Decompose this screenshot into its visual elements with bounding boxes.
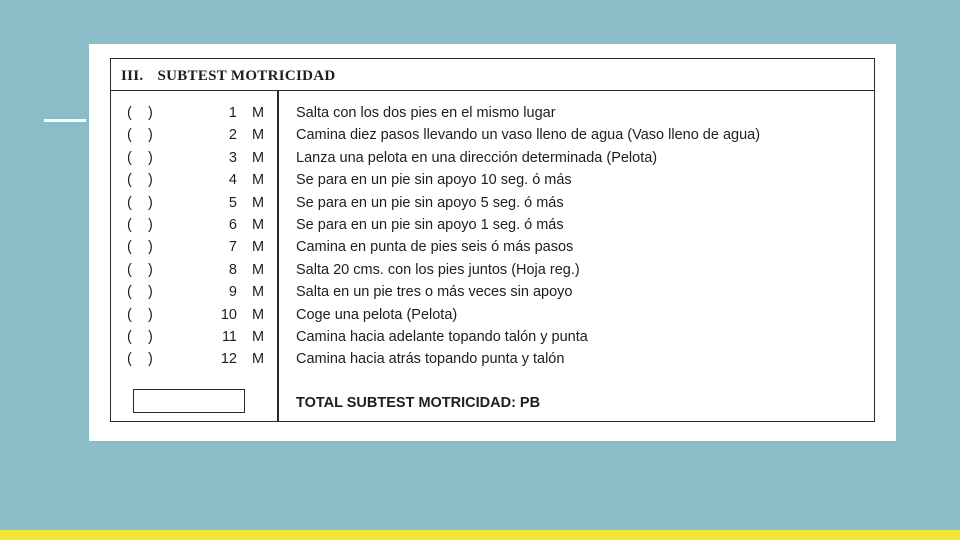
- item-code: M: [252, 127, 265, 144]
- item-number: 12: [220, 351, 237, 368]
- checkbox-paren-open: (: [127, 127, 132, 144]
- item-number: 6: [228, 217, 237, 233]
- checkbox-paren-close: ): [148, 284, 153, 301]
- checkbox-paren-open: (: [127, 149, 132, 166]
- item-number: 3: [228, 149, 237, 166]
- item-number: 5: [228, 194, 237, 211]
- item-code: M: [252, 261, 265, 278]
- list-item: [111, 217, 874, 239]
- item-code: M: [252, 194, 265, 211]
- checkbox-paren-close: ): [148, 261, 153, 278]
- item-description: Camina diez pasos llevando un vaso lleno de agua (Vaso lleno de agua): [296, 127, 761, 144]
- item-code: M: [252, 306, 265, 323]
- item-description: Salta 20 cms. con los pies juntos (Hoja reg.): [296, 261, 580, 278]
- section-title: SUBTEST MOTRICIDAD: [157, 68, 336, 84]
- section-number: III.: [121, 68, 144, 84]
- list-item: [111, 284, 874, 306]
- checkbox-paren-close: ): [148, 239, 153, 256]
- item-code: M: [252, 217, 265, 233]
- item-code: M: [252, 172, 265, 189]
- checkbox-paren-close: ): [148, 127, 153, 144]
- item-description: Se para en un pie sin apoyo 1 seg. ó más: [296, 217, 564, 233]
- item-description: Camina hacia adelante topando talón y punta: [296, 329, 588, 345]
- list-item: [111, 150, 874, 172]
- bottom-accent-bar: [0, 530, 960, 540]
- checkbox-paren-open: (: [127, 284, 132, 301]
- checkbox-paren-close: ): [148, 172, 153, 189]
- checkbox-paren-close: ): [148, 149, 153, 166]
- total-score-box: [133, 389, 245, 413]
- checkbox-paren-open: (: [127, 172, 132, 189]
- checkbox-paren-open: (: [127, 329, 132, 345]
- list-item: [111, 105, 874, 127]
- item-number: 11: [221, 329, 237, 345]
- item-description: Lanza una pelota en una dirección determinada (Pelota): [296, 149, 658, 166]
- checkbox-paren-open: (: [127, 261, 132, 278]
- list-item: [111, 127, 874, 149]
- item-description: Salta con los dos pies en el mismo lugar: [296, 105, 556, 121]
- total-label: TOTAL SUBTEST MOTRICIDAD: PB: [296, 395, 541, 411]
- item-number: 9: [228, 284, 237, 301]
- checkbox-paren-close: ): [148, 329, 153, 345]
- section-header: [111, 59, 874, 91]
- list-item: [111, 329, 874, 351]
- item-code: M: [252, 284, 265, 301]
- form-frame: [110, 58, 875, 422]
- list-item: [111, 351, 874, 373]
- item-description: Salta en un pie tres o más veces sin apoyo: [296, 284, 573, 301]
- checkbox-paren-close: ): [148, 306, 153, 323]
- list-item: [111, 195, 874, 217]
- item-description: Se para en un pie sin apoyo 5 seg. ó más: [296, 194, 564, 211]
- item-description: Camina en punta de pies seis ó más pasos: [296, 239, 574, 256]
- checkbox-paren-open: (: [127, 306, 132, 323]
- list-item: [111, 239, 874, 261]
- checkbox-paren-close: ): [148, 105, 153, 121]
- scanned-test-form: [89, 44, 896, 441]
- checkbox-paren-close: ): [148, 194, 153, 211]
- item-code: M: [252, 149, 265, 166]
- item-code: M: [252, 239, 265, 256]
- checkbox-paren-open: (: [127, 194, 132, 211]
- item-number: 8: [228, 261, 237, 278]
- checkbox-paren-close: ): [148, 351, 153, 368]
- item-code: M: [252, 351, 265, 368]
- item-number: 10: [220, 306, 237, 323]
- list-item: [111, 262, 874, 284]
- item-code: M: [252, 329, 265, 345]
- item-number: 1: [228, 105, 237, 121]
- list-item: [111, 172, 874, 194]
- item-code: M: [252, 105, 265, 121]
- checkbox-paren-close: ): [148, 217, 153, 233]
- checkbox-paren-open: (: [127, 239, 132, 256]
- item-description: Camina hacia atrás topando punta y talón: [296, 351, 565, 368]
- item-number: 4: [228, 172, 237, 189]
- decorative-accent-line: [44, 119, 86, 122]
- item-number: 7: [228, 239, 237, 256]
- checkbox-paren-open: (: [127, 351, 132, 368]
- checkbox-paren-open: (: [127, 217, 132, 233]
- item-description: Se para en un pie sin apoyo 10 seg. ó más: [296, 172, 572, 189]
- list-item: [111, 307, 874, 329]
- item-number: 2: [228, 127, 237, 144]
- item-description: Coge una pelota (Pelota): [296, 306, 458, 323]
- checkbox-paren-open: (: [127, 105, 132, 121]
